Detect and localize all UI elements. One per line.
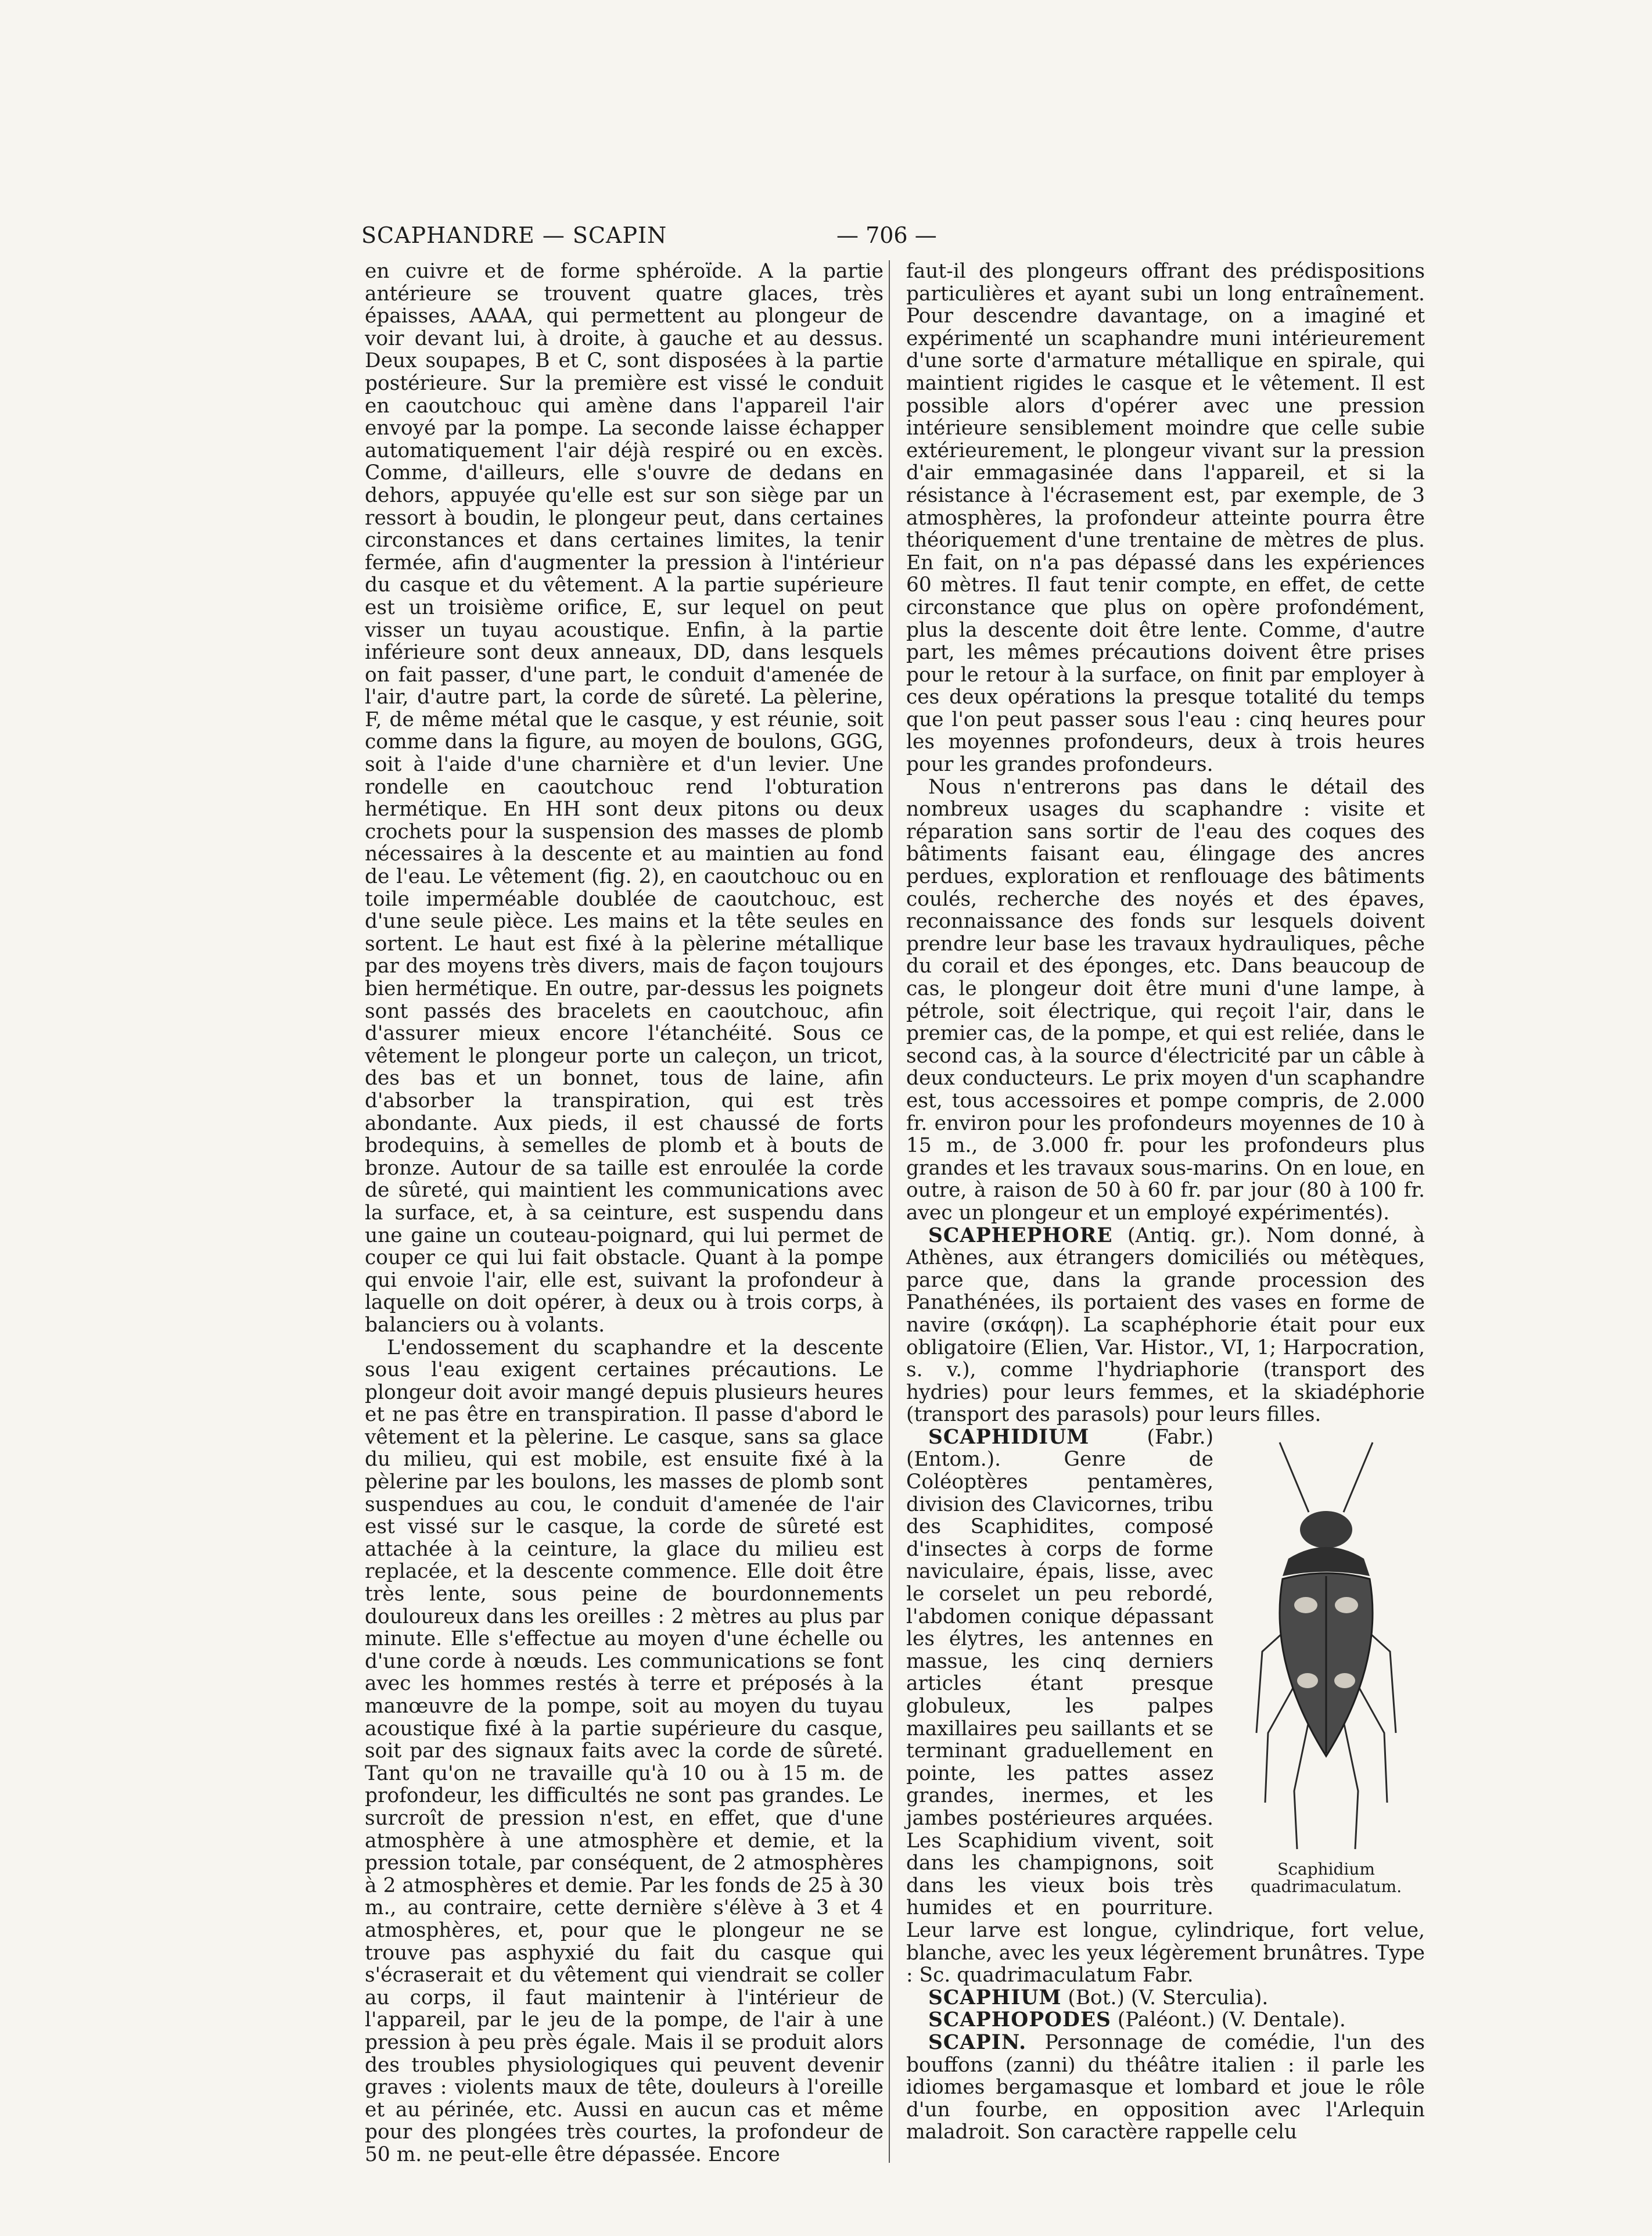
entry-text: (Fabr.) (Entom.). Genre de Coléoptères pentamères, division des Clavicornes, tribu des Scaphidites, composé d'insectes à corps de forme naviculaire, épais, lisse, avec le corselet un peu rebordé, l'abdomen conique dépassant les élytres, les antennes en massue, les cinq derniers articles étant presque globuleux, les palpes maxillaires peu saillants et se terminant graduellement en pointe, les pattes assez grandes, inermes, et les jambes postérieures arquées. Les Scaphidium vivent, soit dans les champignons, soit dans les vieux bois très humides et en pourriture. Leur larve est longue, cylindrique, fort velue, blanche, avec les yeux légèrement brunâtres. Type : Sc. quadrimaculatum Fabr. [906, 1425, 1425, 1987]
paragraph: Nous n'entrerons pas dans le détail des nombreux usages du scaphandre : visite et réparation sans sortir de l'eau des coques des bâtiments faisant eau, élingage des ancres perdues, exploration et renflouage des bâtiments coulés, recherche des noyés et des épaves, reconnaissance des fonds sur lesquels doivent prendre leur base les travaux hydrauliques, pêche du corail et des éponges, etc. Dans beaucoup de cas, le plongeur doit être muni d'une lampe, à pétrole, soit électrique, qui reçoit l'air, dans le premier cas, de la pompe, et qui est reliée, dans le second cas, à la source d'électricité par un câble à deux conducteurs. Le prix moyen d'un scaphandre est, tous accessoires et pompe compris, de 2.000 fr. environ pour les profondeurs moyennes de 10 à 15 m., de 3.000 fr. pour les profondeurs plus grandes et les travaux sous-marins. On en loue, en outre, à raison de 50 à 60 fr. par jour (80 à 100 fr. avec un plongeur et un employé expérimentés). [906, 775, 1425, 1225]
entry-text: Personnage de comédie, l'un des bouffons (zanni) du théâtre italien : il parle les idiomes bergamasque et lombard et joue le rôle d'un fourbe, en opposition avec l'Arlequin maladroit. Son caractère rappelle celu [906, 2030, 1425, 2144]
right-column [906, 260, 1425, 2144]
left-column [365, 260, 884, 2166]
beetle-icon [1239, 1431, 1413, 1855]
entry-headword: SCAPHIUM [928, 1986, 1062, 2009]
page-number: — 706 — [836, 222, 937, 248]
page-header [361, 222, 1430, 257]
entry-headword: SCAPHOPODES [928, 2008, 1111, 2032]
entry-scaphopodes [906, 2009, 1425, 2032]
entry-scapin [906, 2032, 1425, 2144]
entry-headword: SCAPHEPHORE [928, 1223, 1113, 1247]
entry-headword: SCAPIN. [928, 2030, 1027, 2054]
figure [1227, 1431, 1425, 1901]
column-divider [889, 260, 890, 2163]
entry-text: (Bot.) (V. Sterculia). [1068, 1986, 1269, 2009]
paragraph: en cuivre et de forme sphéroïde. A la partie antérieure se trouvent quatre glaces, très épaisses, AAAA, qui permettent au plongeur de voir devant lui, à droite, à gauche et au dessus. Deux soupapes, B et C, sont disposées à la partie postérieure. Sur la première est vissé le conduit en caoutchouc qui amène dans l'appareil l'air envoyé par la pompe. La seconde laisse échapper automatiquement l'air déjà respiré ou en excès. Comme, d'ailleurs, elle s'ouvre de dedans en dehors, appuyée qu'elle est sur son siège par un ressort à boudin, le plongeur peut, dans certaines circonstances et dans certaines limites, la tenir fermée, afin d'augmenter la pression à l'intérieur du casque et du vêtement. A la partie supérieure est un troisième orifice, E, sur lequel on peut visser un tuyau acoustique. Enfin, à la partie inférieure sont deux anneaux, DD, dans lesquels on fait passer, d'une part, le conduit d'amenée de l'air, d'autre part, la corde de sûreté. La pèlerine, F, de même métal que le casque, y est réunie, soit comme dans la figure, au moyen de boulons, GGG, soit à l'aide d'une charnière et d'un levier. Une rondelle en caoutchouc rend l'obturation hermétique. En HH sont deux pitons ou deux crochets pour la suspension des masses de plomb nécessaires à la descente et au maintien au fond de l'eau. Le vêtement (fig. 2), en caoutchouc ou en toile imperméable doublée de caoutchouc, est d'une seule pièce. Les mains et la tête seules en sortent. Le haut est fixé à la pèlerine métallique par des moyens très divers, mais de façon toujours bien hermétique. En outre, par-dessus les poignets sont passés des bracelets en caoutchouc, afin d'assurer mieux encore l'étanchéité. Sous ce vêtement le plongeur porte un caleçon, un tricot, des bas et un bonnet, tous de laine, afin d'absorber la transpiration, qui est très abondante. Aux pieds, il est chaussé de forts brodequins, à semelles de plomb et à bouts de bronze. Autour de sa taille est enroulée la corde de sûreté, qui maintient les communications avec la surface, et, à sa ceinture, est suspendu dans une gaine un couteau-poignard, qui lui permet de couper ce qui lui fait obstacle. Quant à la pompe qui envoie l'air, elle est, suivant la profondeur à laquelle on doit opérer, à deux ou à trois corps, à balanciers ou à volants. [365, 260, 884, 1337]
paragraph: L'endossement du scaphandre et la descente sous l'eau exigent certaines précautions. Le plongeur doit avoir mangé depuis plusieurs heures et ne pas être en transpiration. Il passe d'abord le vêtement et la pèlerine. Le casque, sans sa glace du milieu, qui est mobile, est ensuite fixé à la pèlerine par les boulons, les masses de plomb sont suspendues au cou, le conduit d'amenée de l'air est vissé sur le casque, la corde de sûreté est attachée à la ceinture, la glace du milieu est replacée, et la descente commence. Elle doit être très lente, sous peine de bourdonnements douloureux dans les oreilles : 2 mètres au plus par minute. Elle s'effectue au moyen d'une échelle ou d'une corde à nœuds. Les communications se font avec les hommes restés à terre et préposés à la manœuvre de la pompe, soit au moyen du tuyau acoustique fixé à la partie supérieure du casque, soit par des signaux faits avec la corde de sûreté. Tant qu'on ne travaille qu'à 10 ou à 15 m. de profondeur, les difficultés ne sont pas grandes. Le surcroît de pression n'est, en effet, que d'une atmosphère à une atmosphère et demie, et la pression totale, par conséquent, de 2 atmosphères à 2 atmosphères et demie. Par les fonds de 25 à 30 m., au contraire, cette dernière s'élève à 3 et 4 atmosphères, et, pour que le plongeur ne se trouve pas asphyxié du fait du casque qui s'écraserait et du vêtement qui viendrait se coller au corps, il faut maintenir à l'intérieur de l'appareil, par le jeu de la pompe, de l'air à une pression à peu près égale. Mais il se produit alors des troubles physiologiques qui peuvent devenir graves : violents maux de tête, douleurs à l'oreille et au périnée, etc. Aussi en aucun cas et même pour des plongées très courtes, la profondeur de 50 m. ne peut-elle être dépassée. Encore [365, 1336, 884, 2166]
entry-scaphium [906, 1987, 1425, 2009]
paragraph: faut-il des plongeurs offrant des prédispositions particulières et ayant subi un long entraînement. Pour descendre davantage, on a imaginé et expérimenté un scaphandre muni intérieurement d'une sorte d'armature métallique en spirale, qui maintient rigides le casque et le vêtement. Il est possible alors d'opérer avec une pression intérieure sensiblement moindre que celle subie extérieurement, le plongeur vivant sur la pression d'air emmagasinée dans l'appareil, et si la résistance à l'écrasement est, par exemple, de 3 atmosphères, la profondeur atteinte pourra être théoriquement d'une trentaine de mètres de plus. En fait, on n'a pas dépassé dans les expériences 60 mètres. Il faut tenir compte, en effet, de cette circonstance que plus on opère profondément, plus la descente doit être lente. Comme, d'autre part, les mêmes précautions doivent être prises pour le retour à la surface, on finit par employer à ces deux opérations la presque totalité du temps que l'on peut passer sous l'eau : cinq heures pour les moyennes profondeurs, deux à trois heures pour les grandes profondeurs. [906, 260, 1425, 777]
entry-text: (Paléont.) (V. Dentale). [1117, 2008, 1346, 2032]
entry-text: (Antiq. gr.). Nom donné, à Athènes, aux étrangers domiciliés ou métèques, parce que, dans la grande procession des Panathénées, ils portaient des vases en forme de navire (σκάφη). La scaphéphorie était pour eux obligatoire (Elien, Var. Histor., VI, 1; Harpocration, s. v.), comme l'hydriaphorie (transport des hydries) pour leurs femmes, et la skiadéphorie (transport des parasols) pour leurs filles. [906, 1223, 1425, 1427]
entry-scaphidium [906, 1426, 1425, 1987]
entry-scaphephore [906, 1225, 1425, 1426]
entry-headword: SCAPHIDIUM [928, 1425, 1090, 1449]
running-head: SCAPHANDRE — SCAPIN [361, 222, 667, 248]
figure-caption: Scaphidium quadrimaculatum. [1250, 1859, 1402, 1896]
